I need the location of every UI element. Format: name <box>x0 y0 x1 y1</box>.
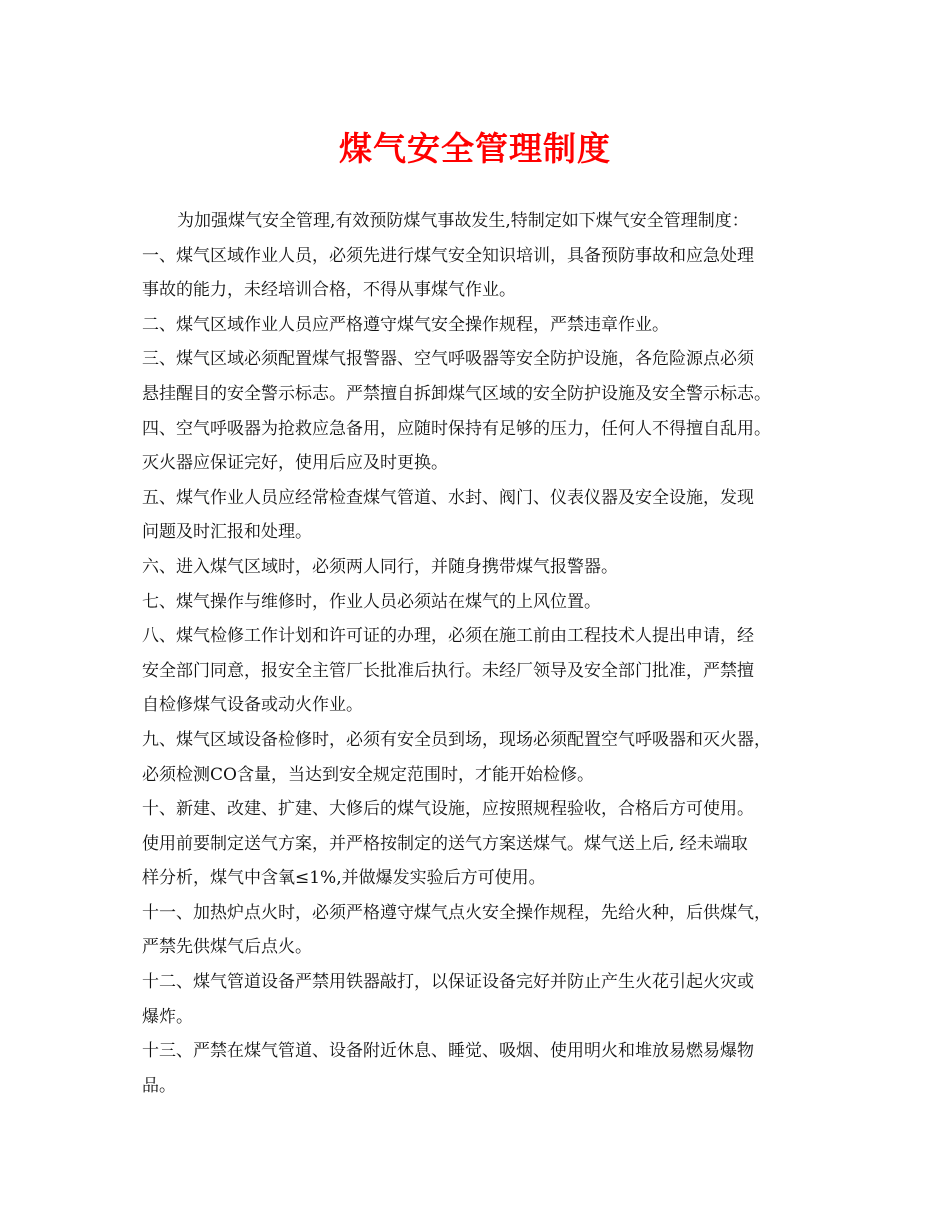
rule-1-line-2: 事故的能力，未经培训合格，不得从事煤气作业。 <box>142 280 516 301</box>
rule-1-line-1: 一、煤气区域作业人员，必须先进行煤气安全知识培训，具备预防事故和应急处理 <box>142 245 754 266</box>
intro-paragraph: 为加强煤气安全管理,有效预防煤气事故发生,特制定如下煤气安全管理制度： <box>177 211 749 231</box>
rule-6-line-1: 六、进入煤气区域时，必须两人同行，并随身携带煤气报警器。 <box>142 556 618 577</box>
rule-12-line-2: 爆炸。 <box>142 1006 193 1027</box>
rule-3-line-1: 三、煤气区域必须配置煤气报警器、空气呼吸器等安全防护设施，各危险源点必须 <box>142 349 754 370</box>
rule-11-line-1: 十一、加热炉点火时，必须严格遵守煤气点火安全操作规程，先给火种，后供煤气， <box>142 902 771 923</box>
document-body <box>142 204 822 1103</box>
document-title: 煤气安全管理制度 <box>339 129 611 168</box>
rule-8-line-3: 自检修煤气设备或动火作业。 <box>142 695 363 716</box>
rule-2-line-1: 二、煤气区域作业人员应严格遵守煤气安全操作规程，严禁违章作业。 <box>142 314 669 335</box>
rule-13-line-2: 品。 <box>142 1075 176 1096</box>
rule-12-line-1: 十二、煤气管道设备严禁用铁器敲打，以保证设备完好并防止产生火花引起火灾或 <box>142 972 754 993</box>
rule-13-line-1: 十三、严禁在煤气管道、设备附近休息、睡觉、吸烟、使用明火和堆放易燃易爆物 <box>142 1041 754 1062</box>
rule-4-line-2: 灭火器应保证完好，使用后应及时更换。 <box>142 453 448 474</box>
rule-4-line-1: 四、空气呼吸器为抢救应急备用，应随时保持有足够的压力，任何人不得擅自乱用。 <box>142 418 771 439</box>
rule-9-line-2: 必须检测CO含量，当达到安全规定范围时，才能开始检修。 <box>142 764 594 785</box>
rule-9-line-1: 九、煤气区域设备检修时，必须有安全员到场，现场必须配置空气呼吸器和灭火器， <box>142 729 771 750</box>
rule-10-line-3: 样分析，煤气中含氧≤1%,并做爆发实验后方可使用。 <box>142 868 546 889</box>
rule-8-line-2: 安全部门同意，报安全主管厂长批准后执行。未经厂领导及安全部门批准，严禁擅 <box>142 660 754 681</box>
rule-10-line-1: 十、新建、改建、扩建、大修后的煤气设施，应按照规程验收，合格后方可使用。 <box>142 799 754 820</box>
rule-7-line-1: 七、煤气操作与维修时，作业人员必须站在煤气的上风位置。 <box>142 591 601 612</box>
rule-3-line-2: 悬挂醒目的安全警示标志。严禁擅自拆卸煤气区域的安全防护设施及安全警示标志。 <box>142 383 771 404</box>
rule-11-line-2: 严禁先供煤气后点火。 <box>142 937 312 958</box>
rule-5-line-2: 问题及时汇报和处理。 <box>142 522 312 543</box>
rule-10-line-2: 使用前要制定送气方案，并严格按制定的送气方案送煤气。煤气送上后, 经未端取 <box>142 833 748 854</box>
rule-5-line-1: 五、煤气作业人员应经常检查煤气管道、水封、阀门、仪表仪器及安全设施，发现 <box>142 487 754 508</box>
rule-8-line-1: 八、煤气检修工作计划和许可证的办理，必须在施工前由工程技术人提出申请，经 <box>142 626 754 647</box>
